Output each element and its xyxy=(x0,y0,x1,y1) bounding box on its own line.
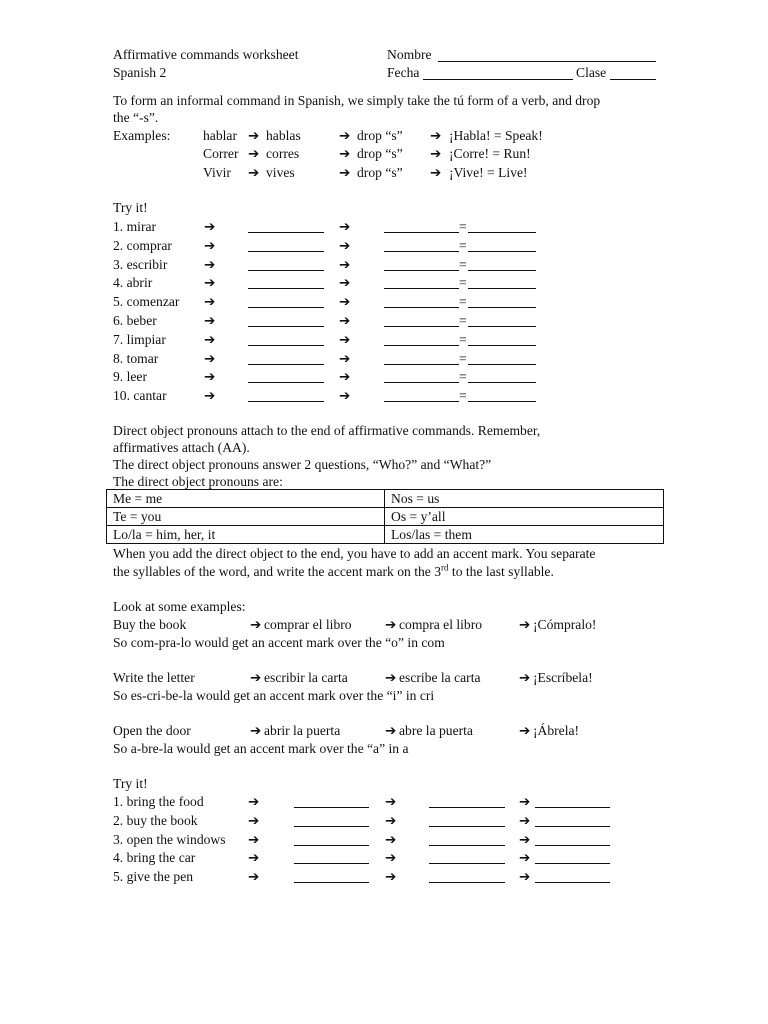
table-cell: Te = you xyxy=(107,508,385,526)
examples-label: Examples: xyxy=(113,128,171,143)
arrow-icon: ➔ xyxy=(385,850,397,866)
arrow-icon: ➔ xyxy=(339,313,351,328)
answer-blank-command[interactable] xyxy=(384,313,459,327)
answer-blank-tu[interactable] xyxy=(248,388,324,402)
exercise-verb: 9. leer xyxy=(113,369,147,385)
equals-sign: = xyxy=(459,350,467,366)
table-cell: Nos = us xyxy=(385,490,664,508)
exercise-verb: 6. beber xyxy=(113,313,157,328)
arrow-icon: ➔ xyxy=(385,617,397,632)
answer-blank-tu[interactable] xyxy=(429,794,505,808)
arrow-icon: ➔ xyxy=(250,670,262,685)
answer-blank-infinitive[interactable] xyxy=(294,813,369,827)
example-command: ¡Vive! = Live! xyxy=(449,165,528,180)
arrow-icon: ➔ xyxy=(385,794,397,809)
example-english: Buy the book xyxy=(113,617,187,632)
arrow-icon: ➔ xyxy=(204,388,216,404)
name-label: Nombre xyxy=(387,47,432,62)
exercise-verb: 1. mirar xyxy=(113,219,157,234)
accent-rule-line-2 xyxy=(113,563,554,581)
equals-sign: = xyxy=(459,237,467,253)
arrow-icon: ➔ xyxy=(519,831,531,847)
arrow-icon: ➔ xyxy=(339,219,351,234)
table-cell: Los/las = them xyxy=(385,526,664,544)
examples-2-heading: Look at some examples: xyxy=(113,599,246,614)
answer-blank-english[interactable] xyxy=(468,238,536,252)
arrow-icon: ➔ xyxy=(248,165,260,180)
answer-blank-tu[interactable] xyxy=(429,832,505,846)
exercise-verb: 2. comprar xyxy=(113,237,172,253)
arrow-icon: ➔ xyxy=(339,369,351,385)
arrow-icon: ➔ xyxy=(204,331,216,347)
example-command: ¡Cómpralo! xyxy=(533,617,597,632)
arrow-icon: ➔ xyxy=(204,219,216,234)
answer-blank-tu[interactable] xyxy=(429,869,505,883)
exercise-verb: 3. escribir xyxy=(113,256,168,272)
example-tu-phrase: compra el libro xyxy=(399,617,483,632)
answer-blank-english[interactable] xyxy=(468,369,536,383)
example-tu-form: vives xyxy=(266,165,295,180)
equals-sign: = xyxy=(459,256,467,272)
example-drop: drop “s” xyxy=(357,146,403,161)
course-name: Spanish 2 xyxy=(113,65,167,80)
exercise-verb: 8. tomar xyxy=(113,350,159,366)
answer-blank-tu[interactable] xyxy=(248,275,324,289)
dop-line-2: affirmatives attach (AA). xyxy=(113,440,250,455)
answer-blank-english[interactable] xyxy=(468,351,536,365)
arrow-icon: ➔ xyxy=(339,275,351,291)
equals-sign: = xyxy=(459,275,467,291)
exercise-phrase: 1. bring the food xyxy=(113,794,204,809)
arrow-icon: ➔ xyxy=(204,369,216,385)
class-blank[interactable] xyxy=(610,66,656,80)
arrow-icon: ➔ xyxy=(339,331,351,347)
pronoun-table xyxy=(106,489,664,544)
example-verb: Vivir xyxy=(203,165,231,180)
answer-blank-infinitive[interactable] xyxy=(294,832,369,846)
answer-blank-command[interactable] xyxy=(535,869,610,883)
exercise-phrase: 2. buy the book xyxy=(113,812,198,828)
table-row xyxy=(107,490,664,508)
accent-rule-text-end: to the last syllable. xyxy=(448,564,554,579)
equals-sign: = xyxy=(459,294,467,310)
answer-blank-tu[interactable] xyxy=(429,813,505,827)
example-command: ¡Habla! = Speak! xyxy=(449,128,543,143)
answer-blank-english[interactable] xyxy=(468,294,536,308)
example-verb: Correr xyxy=(203,146,239,161)
answer-blank-tu[interactable] xyxy=(248,332,324,346)
answer-blank-tu[interactable] xyxy=(248,351,324,365)
answer-blank-command[interactable] xyxy=(384,351,459,365)
example-tu-phrase: abre la puerta xyxy=(399,723,473,738)
answer-blank-english[interactable] xyxy=(468,388,536,402)
dop-line-3: The direct object pronouns answer 2 questions, “Who?” and “What?” xyxy=(113,457,492,472)
example-english: Open the door xyxy=(113,723,191,738)
arrow-icon: ➔ xyxy=(385,869,397,885)
arrow-icon: ➔ xyxy=(339,350,351,366)
arrow-icon: ➔ xyxy=(519,794,531,809)
answer-blank-tu[interactable] xyxy=(248,369,324,383)
answer-blank-command[interactable] xyxy=(384,219,459,233)
answer-blank-english[interactable] xyxy=(468,219,536,233)
example-note: So es-cri-be-la would get an accent mark over the “i” in cri xyxy=(113,688,435,703)
dop-line-4: The direct object pronouns are: xyxy=(113,474,283,489)
exercise-verb: 7. limpiar xyxy=(113,331,166,347)
accent-rule-text: the syllables of the word, and write the accent mark on the 3 xyxy=(113,564,442,579)
answer-blank-tu[interactable] xyxy=(429,850,505,864)
date-blank[interactable] xyxy=(423,66,573,80)
answer-blank-tu[interactable] xyxy=(248,238,324,252)
answer-blank-command[interactable] xyxy=(535,794,610,808)
answer-blank-command[interactable] xyxy=(384,257,459,271)
arrow-icon: ➔ xyxy=(339,128,351,143)
answer-blank-english[interactable] xyxy=(468,275,536,289)
dop-line-1: Direct object pronouns attach to the end of affirmative commands. Remember, xyxy=(113,423,541,438)
arrow-icon: ➔ xyxy=(204,313,216,328)
arrow-icon: ➔ xyxy=(248,794,260,809)
example-command: ¡Corre! = Run! xyxy=(449,146,531,161)
class-label: Clase xyxy=(576,65,607,80)
arrow-icon: ➔ xyxy=(248,128,260,143)
arrow-icon: ➔ xyxy=(430,128,442,143)
answer-blank-command[interactable] xyxy=(384,294,459,308)
worksheet-title: Affirmative commands worksheet xyxy=(113,47,299,62)
table-cell: Lo/la = him, her, it xyxy=(107,526,385,544)
equals-sign: = xyxy=(459,219,467,234)
name-blank[interactable] xyxy=(438,48,656,62)
equals-sign: = xyxy=(459,388,467,404)
arrow-icon: ➔ xyxy=(204,350,216,366)
example-tu-phrase: escribe la carta xyxy=(399,670,481,685)
arrow-icon: ➔ xyxy=(519,670,531,685)
answer-blank-command[interactable] xyxy=(384,388,459,402)
equals-sign: = xyxy=(459,331,467,347)
intro-line-2: the “-s”. xyxy=(113,110,159,125)
date-label: Fecha xyxy=(387,65,420,80)
answer-blank-infinitive[interactable] xyxy=(294,850,369,864)
example-drop: drop “s” xyxy=(357,165,403,180)
arrow-icon: ➔ xyxy=(248,812,260,828)
answer-blank-infinitive[interactable] xyxy=(294,794,369,808)
arrow-icon: ➔ xyxy=(385,812,397,828)
equals-sign: = xyxy=(459,369,467,385)
table-row xyxy=(107,508,664,526)
arrow-icon: ➔ xyxy=(248,831,260,847)
arrow-icon: ➔ xyxy=(248,850,260,866)
answer-blank-infinitive[interactable] xyxy=(294,869,369,883)
arrow-icon: ➔ xyxy=(339,388,351,404)
exercise-phrase: 5. give the pen xyxy=(113,869,194,885)
accent-rule-line-1: When you add the direct object to the end, you have to add an accent mark. You separate xyxy=(113,546,596,561)
answer-blank-command[interactable] xyxy=(535,813,610,827)
arrow-icon: ➔ xyxy=(204,237,216,253)
answer-blank-command[interactable] xyxy=(535,850,610,864)
answer-blank-tu[interactable] xyxy=(248,313,324,327)
arrow-icon: ➔ xyxy=(339,146,351,161)
answer-blank-tu[interactable] xyxy=(248,294,324,308)
try-it-heading: Try it! xyxy=(113,200,148,215)
answer-blank-english[interactable] xyxy=(468,257,536,271)
accent-rule-superscript: rd xyxy=(441,562,449,573)
arrow-icon: ➔ xyxy=(385,670,397,685)
exercise-phrase: 3. open the windows xyxy=(113,831,226,847)
arrow-icon: ➔ xyxy=(519,617,531,632)
arrow-icon: ➔ xyxy=(385,723,397,738)
table-cell: Os = y’all xyxy=(385,508,664,526)
arrow-icon: ➔ xyxy=(339,256,351,272)
example-note: So a-bre-la would get an accent mark over the “a” in a xyxy=(113,741,409,756)
try-it-2-heading: Try it! xyxy=(113,776,148,791)
example-infinitive: comprar el libro xyxy=(264,617,352,632)
answer-blank-english[interactable] xyxy=(468,332,536,346)
arrow-icon: ➔ xyxy=(385,831,397,847)
example-verb: hablar xyxy=(203,128,237,143)
arrow-icon: ➔ xyxy=(250,723,262,738)
example-command: ¡Escríbela! xyxy=(533,670,593,685)
answer-blank-command[interactable] xyxy=(535,832,610,846)
intro-line-1: To form an informal command in Spanish, we simply take the tú form of a verb, and drop xyxy=(113,93,601,108)
arrow-icon: ➔ xyxy=(248,869,260,885)
example-note: So com-pra-lo would get an accent mark over the “o” in com xyxy=(113,635,445,650)
arrow-icon: ➔ xyxy=(430,165,442,180)
arrow-icon: ➔ xyxy=(519,723,531,738)
table-row xyxy=(107,526,664,544)
answer-blank-command[interactable] xyxy=(384,238,459,252)
exercise-verb: 4. abrir xyxy=(113,275,153,291)
example-drop: drop “s” xyxy=(357,128,403,143)
example-english: Write the letter xyxy=(113,670,195,685)
answer-blank-command[interactable] xyxy=(384,369,459,383)
arrow-icon: ➔ xyxy=(339,237,351,253)
answer-blank-tu[interactable] xyxy=(248,257,324,271)
exercise-verb: 5. comenzar xyxy=(113,294,180,310)
arrow-icon: ➔ xyxy=(250,617,262,632)
arrow-icon: ➔ xyxy=(248,146,260,161)
example-command: ¡Ábrela! xyxy=(533,723,580,738)
arrow-icon: ➔ xyxy=(519,812,531,828)
arrow-icon: ➔ xyxy=(519,850,531,866)
table-cell: Me = me xyxy=(107,490,385,508)
arrow-icon: ➔ xyxy=(430,146,442,161)
arrow-icon: ➔ xyxy=(204,275,216,291)
example-tu-form: hablas xyxy=(266,128,301,143)
arrow-icon: ➔ xyxy=(519,869,531,885)
equals-sign: = xyxy=(459,313,467,328)
exercise-phrase: 4. bring the car xyxy=(113,850,196,866)
exercise-verb: 10. cantar xyxy=(113,388,167,404)
answer-blank-command[interactable] xyxy=(384,332,459,346)
arrow-icon: ➔ xyxy=(339,294,351,310)
answer-blank-tu[interactable] xyxy=(248,219,324,233)
arrow-icon: ➔ xyxy=(204,256,216,272)
arrow-icon: ➔ xyxy=(204,294,216,310)
answer-blank-english[interactable] xyxy=(468,313,536,327)
example-infinitive: escribir la carta xyxy=(264,670,348,685)
answer-blank-command[interactable] xyxy=(384,275,459,289)
arrow-icon: ➔ xyxy=(339,165,351,180)
example-tu-form: corres xyxy=(266,146,300,161)
example-infinitive: abrir la puerta xyxy=(264,723,341,738)
